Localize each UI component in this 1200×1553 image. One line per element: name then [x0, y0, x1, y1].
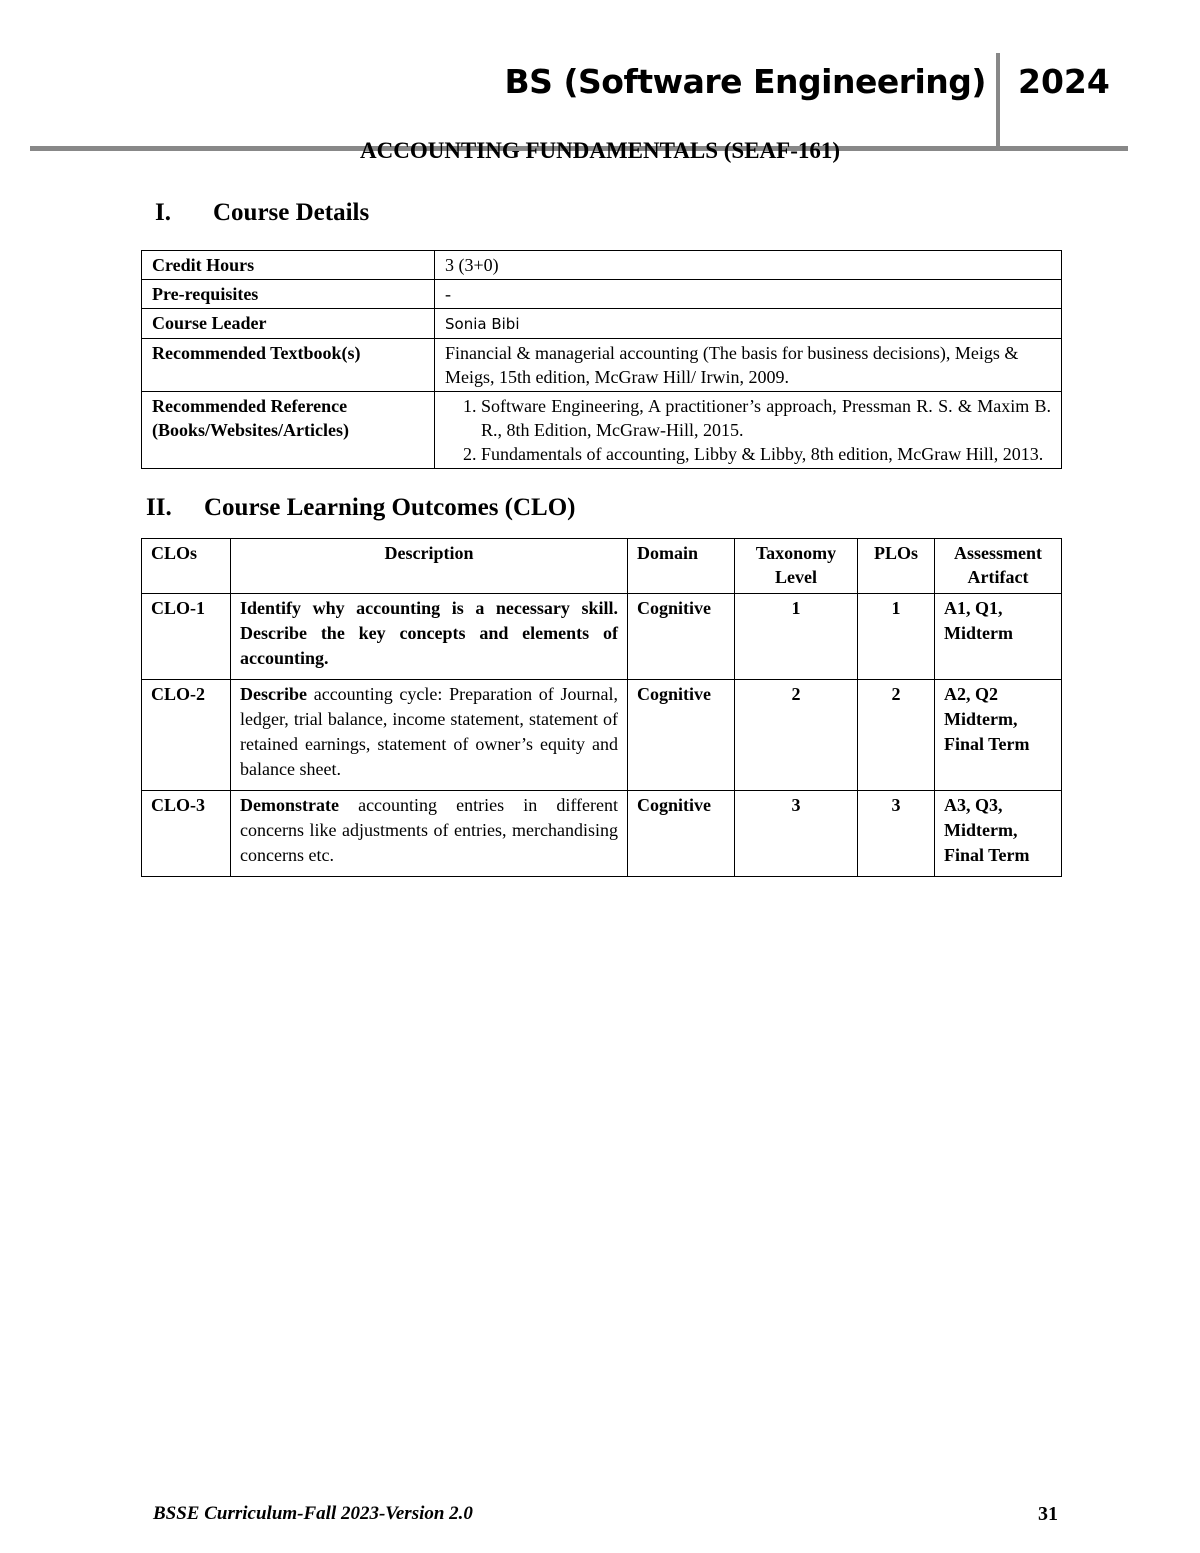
header-clos: CLOs	[142, 539, 231, 594]
header-year: 2024	[1018, 62, 1110, 101]
clo-description-cell	[231, 680, 628, 791]
table-row	[142, 392, 1062, 469]
clo-lead-verb: Demonstrate	[240, 795, 339, 815]
table-header-row	[142, 539, 1062, 594]
header-assessment-line1: Assessment	[954, 543, 1042, 563]
reference-label	[142, 392, 435, 469]
course-leader-value	[435, 309, 1062, 339]
clo-description-cell	[231, 791, 628, 877]
clo-domain: Cognitive	[628, 680, 735, 791]
textbook-label: Recommended Textbook(s)	[142, 339, 435, 392]
table-row	[142, 280, 1062, 309]
prerequisites-label: Pre-requisites	[142, 280, 435, 309]
section-title: Course Learning Outcomes (CLO)	[204, 494, 576, 521]
header-taxonomy	[735, 539, 858, 594]
clo-id: CLO-2	[142, 680, 231, 791]
section-heading-clo	[146, 494, 576, 522]
header-plos: PLOs	[858, 539, 935, 594]
table-row	[142, 791, 1062, 877]
prerequisites-value: -	[435, 280, 1062, 309]
clo-table	[141, 538, 1062, 877]
header-taxonomy-line1: Taxonomy	[755, 543, 837, 563]
clo-domain: Cognitive	[628, 594, 735, 680]
clo-description: Identify why accounting is a necessary skill. Describe the key concepts and elements of accounting.	[231, 594, 628, 680]
clo-artifact: A3, Q3, Midterm, Final Term	[935, 791, 1062, 877]
table-row	[142, 594, 1062, 680]
table-row	[142, 339, 1062, 392]
clo-artifact: A2, Q2 Midterm, Final Term	[935, 680, 1062, 791]
clo-artifact: A1, Q1, Midterm	[935, 594, 1062, 680]
section-title: Course Details	[213, 199, 370, 226]
course-leader-label: Course Leader	[142, 309, 435, 339]
table-row	[142, 680, 1062, 791]
reference-list-cell	[435, 392, 1062, 469]
table-row	[142, 309, 1062, 339]
reference-item: 1. Software Engineering, A practitioner’s approach, Pressman R. S. & Maxim B. R., 8th Edition, McGraw-Hill, 2015.	[481, 394, 1051, 442]
header-taxonomy-line2: Level	[775, 567, 817, 587]
clo-domain: Cognitive	[628, 791, 735, 877]
reference-list	[445, 394, 1051, 466]
clo-lead-verb: Describe	[240, 684, 307, 704]
clo-id: CLO-3	[142, 791, 231, 877]
clo-plo: 2	[858, 680, 935, 791]
course-leader-name: Sonia Bibi	[445, 315, 520, 333]
page-number: 31	[1038, 1503, 1058, 1525]
clo-plo: 3	[858, 791, 935, 877]
header-assessment-line2: Artifact	[967, 567, 1029, 587]
section-number: I.	[155, 199, 171, 226]
credit-hours-label: Credit Hours	[142, 251, 435, 280]
clo-plo: 1	[858, 594, 935, 680]
course-details-table	[141, 250, 1062, 469]
header-divider-vertical	[996, 53, 1000, 149]
reference-label-line1: Recommended Reference	[152, 396, 348, 416]
footer-curriculum-version: BSSE Curriculum-Fall 2023-Version 2.0	[153, 1503, 473, 1524]
reference-item: 2. Fundamentals of accounting, Libby & Libby, 8th edition, McGraw Hill, 2013.	[481, 442, 1051, 466]
header-description: Description	[231, 539, 628, 594]
clo-taxonomy: 2	[735, 680, 858, 791]
header-assessment	[935, 539, 1062, 594]
section-number: II.	[146, 494, 172, 521]
section-heading-course-details	[155, 199, 369, 227]
clo-taxonomy: 1	[735, 594, 858, 680]
table-row	[142, 251, 1062, 280]
textbook-value: Financial & managerial accounting (The basis for business decisions), Meigs & Meigs, 15th edition, McGraw Hill/ Irwin, 2009.	[435, 339, 1062, 392]
reference-label-line2: (Books/Websites/Articles)	[152, 420, 349, 440]
clo-id: CLO-1	[142, 594, 231, 680]
credit-hours-value: 3 (3+0)	[435, 251, 1062, 280]
program-title: BS (Software Engineering)	[504, 62, 986, 101]
course-title: ACCOUNTING FUNDAMENTALS (SEAF-161)	[359, 138, 841, 163]
header-domain: Domain	[628, 539, 735, 594]
clo-taxonomy: 3	[735, 791, 858, 877]
clo-description: accounting entries in different concerns like adjustments of entries, merchandising concerns etc.	[240, 795, 618, 865]
clo-description: accounting cycle: Preparation of Journal, ledger, trial balance, income statement, statement of retained earnings, statement of owner’s equity and balance sheet.	[240, 684, 618, 779]
